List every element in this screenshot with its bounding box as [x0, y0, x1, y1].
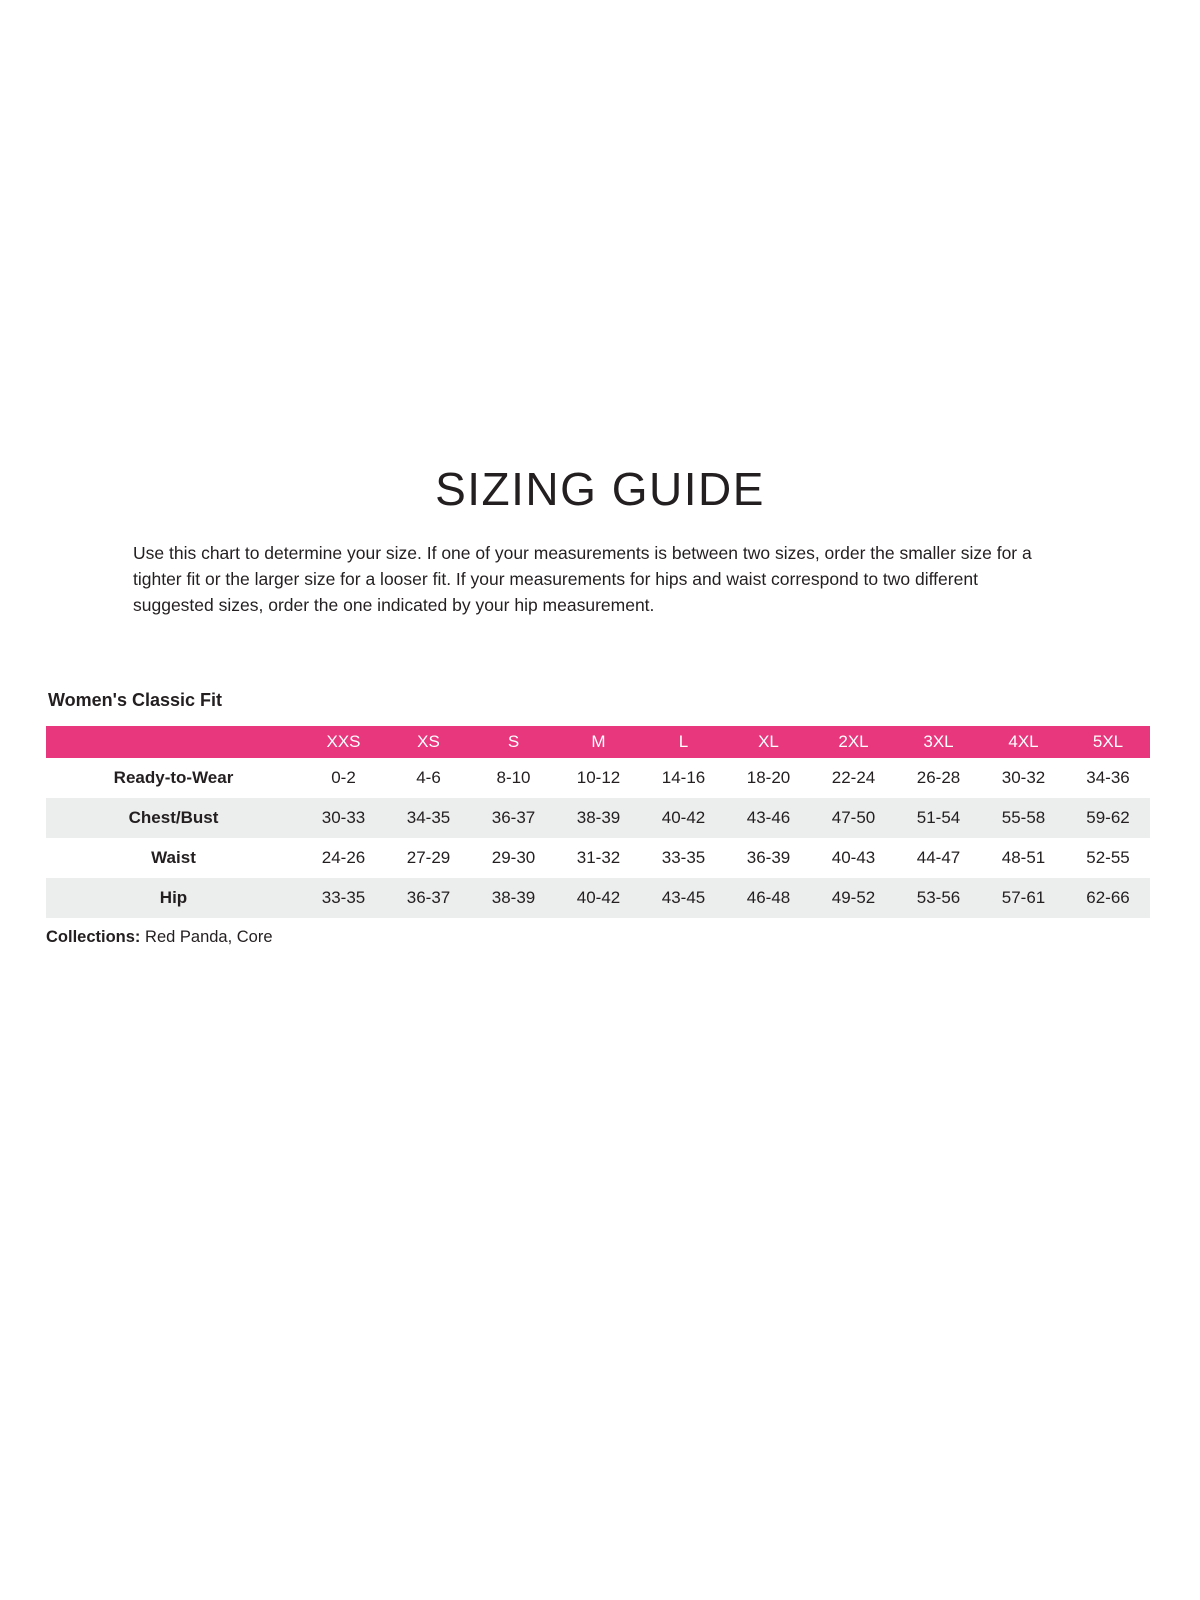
cell: 47-50	[811, 798, 896, 838]
cell: 49-52	[811, 878, 896, 918]
collections-label: Collections:	[46, 928, 141, 946]
table-corner-cell	[46, 726, 301, 758]
cell: 43-45	[641, 878, 726, 918]
section-title: Women's Classic Fit	[48, 690, 222, 710]
table-row	[46, 878, 1150, 918]
cell: 0-2	[301, 758, 386, 798]
cell: 55-58	[981, 798, 1066, 838]
cell: 59-62	[1066, 798, 1150, 838]
column-header-4xl: 4XL	[981, 726, 1066, 758]
cell: 38-39	[556, 798, 641, 838]
cell: 33-35	[641, 838, 726, 878]
cell: 48-51	[981, 838, 1066, 878]
row-label-hip: Hip	[46, 878, 301, 918]
cell: 46-48	[726, 878, 811, 918]
cell: 40-42	[556, 878, 641, 918]
column-header-l: L	[641, 726, 726, 758]
cell: 43-46	[726, 798, 811, 838]
page-title: SIZING GUIDE	[435, 463, 765, 515]
cell: 34-35	[386, 798, 471, 838]
cell: 36-37	[471, 798, 556, 838]
table-body	[46, 758, 1150, 918]
cell: 40-42	[641, 798, 726, 838]
row-label-ready-to-wear: Ready-to-Wear	[46, 758, 301, 798]
column-header-xs: XS	[386, 726, 471, 758]
cell: 40-43	[811, 838, 896, 878]
column-header-xl: XL	[726, 726, 811, 758]
cell: 62-66	[1066, 878, 1150, 918]
cell: 27-29	[386, 838, 471, 878]
cell: 34-36	[1066, 758, 1150, 798]
collections-value: Red Panda, Core	[145, 928, 273, 946]
column-header-s: S	[471, 726, 556, 758]
cell: 10-12	[556, 758, 641, 798]
intro-paragraph: Use this chart to determine your size. If one of your measurements is between two sizes, order the smaller size for a tighter fit or the larger size for a looser fit. If your measurements for hips and waist correspond to two different suggested sizes, order the one indicated by your hip measurement.	[133, 543, 1032, 615]
row-label-chest-bust: Chest/Bust	[46, 798, 301, 838]
cell: 8-10	[471, 758, 556, 798]
column-header-m: M	[556, 726, 641, 758]
column-header-2xl: 2XL	[811, 726, 896, 758]
cell: 14-16	[641, 758, 726, 798]
cell: 22-24	[811, 758, 896, 798]
cell: 57-61	[981, 878, 1066, 918]
collections-line	[46, 928, 273, 947]
cell: 44-47	[896, 838, 981, 878]
cell: 29-30	[471, 838, 556, 878]
cell: 30-32	[981, 758, 1066, 798]
table-row	[46, 758, 1150, 798]
cell: 24-26	[301, 838, 386, 878]
column-header-xxs: XXS	[301, 726, 386, 758]
cell: 18-20	[726, 758, 811, 798]
cell: 31-32	[556, 838, 641, 878]
cell: 26-28	[896, 758, 981, 798]
cell: 4-6	[386, 758, 471, 798]
cell: 53-56	[896, 878, 981, 918]
column-header-3xl: 3XL	[896, 726, 981, 758]
table-row	[46, 838, 1150, 878]
cell: 30-33	[301, 798, 386, 838]
cell: 36-39	[726, 838, 811, 878]
cell: 52-55	[1066, 838, 1150, 878]
table-header-row	[46, 726, 1150, 758]
row-label-waist: Waist	[46, 838, 301, 878]
cell: 51-54	[896, 798, 981, 838]
size-chart-table	[46, 726, 1150, 918]
cell: 33-35	[301, 878, 386, 918]
table-header	[46, 726, 1150, 758]
table-row	[46, 798, 1150, 838]
column-header-5xl: 5XL	[1066, 726, 1150, 758]
cell: 36-37	[386, 878, 471, 918]
cell: 38-39	[471, 878, 556, 918]
